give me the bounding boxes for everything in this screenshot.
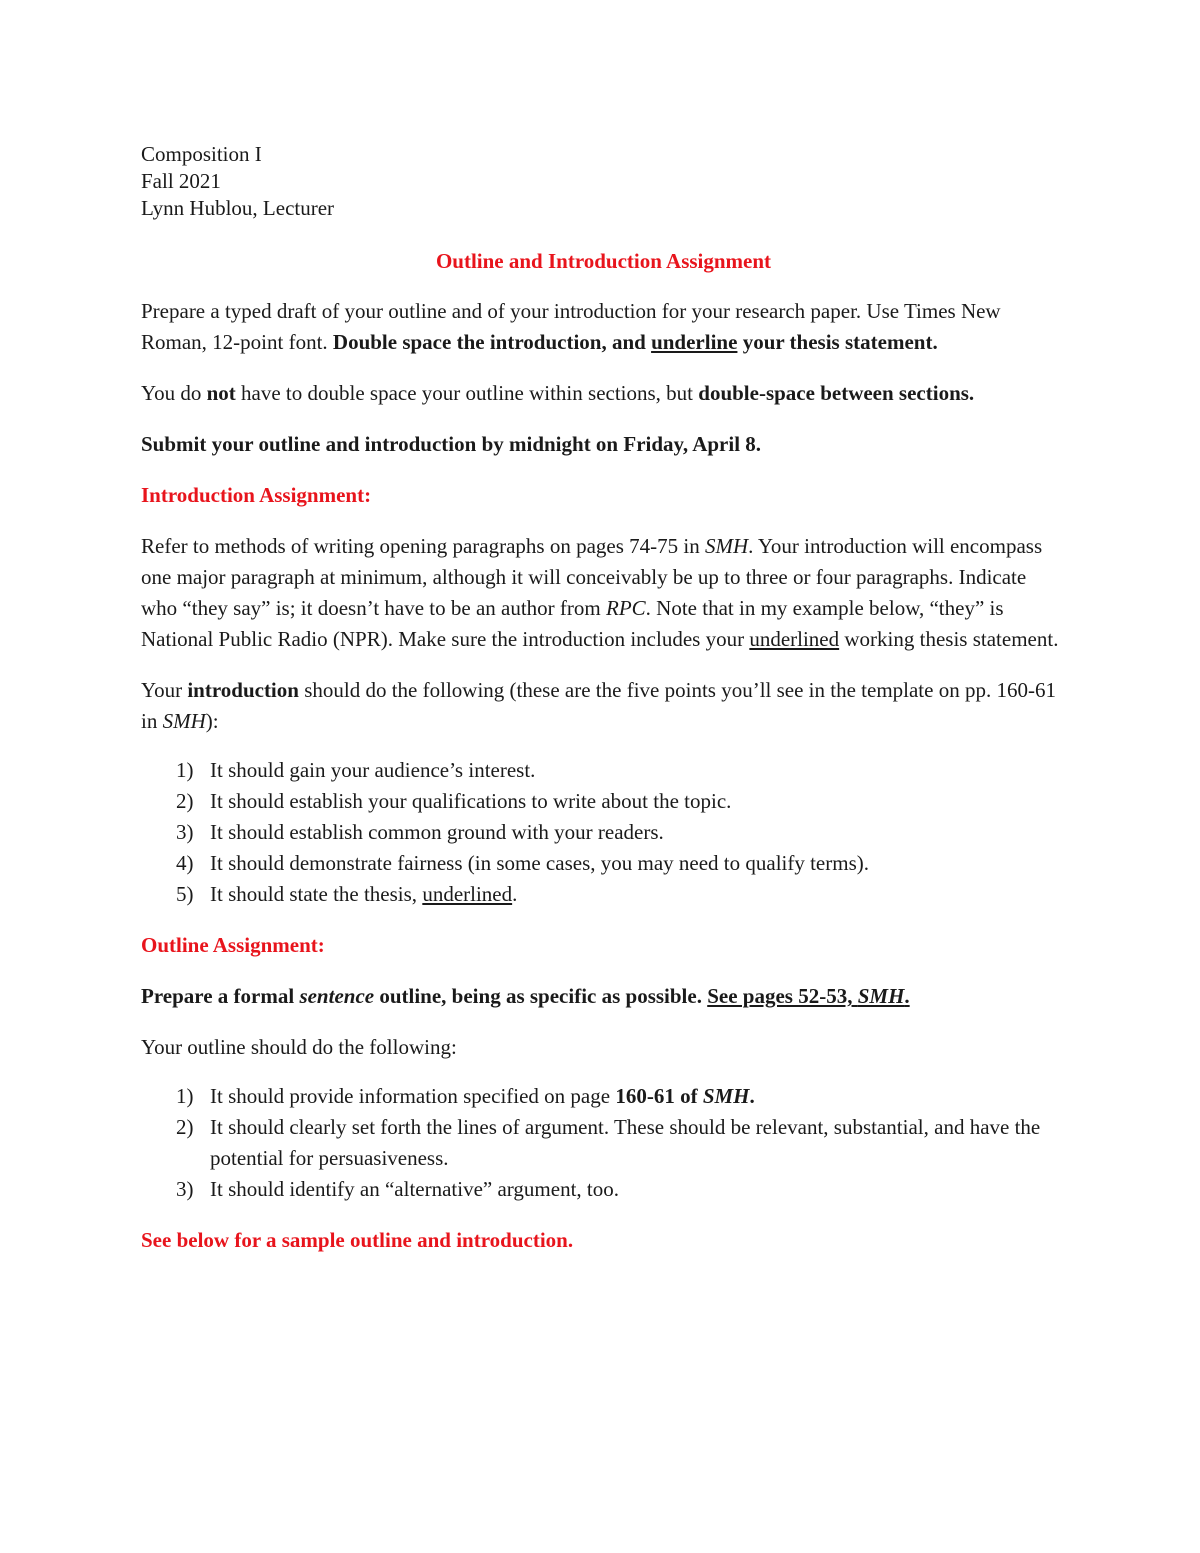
- list-item-underlined: underlined: [422, 882, 513, 906]
- should-italic-smh: SMH: [162, 709, 206, 733]
- list-item-text: It should establish your qualifications to write about the topic.: [210, 789, 732, 813]
- refer-text-1: Refer to methods of writing opening paragraphs on pages 74-75 in: [141, 534, 705, 558]
- list-item: [141, 755, 1066, 786]
- list-item: [141, 1081, 1066, 1112]
- outline-should-paragraph: Your outline should do the following:: [141, 1035, 457, 1059]
- list-item: [141, 879, 1066, 910]
- spacing-bold-end: double-space between sections.: [698, 381, 975, 405]
- list-item-text: It should state the thesis,: [210, 882, 423, 906]
- prepare-bold-2: outline, being as specific as possible.: [374, 984, 708, 1008]
- document-title: Outline and Introduction Assignment: [435, 249, 772, 273]
- should-text-1: Your: [141, 678, 188, 702]
- list-number: 1): [176, 1084, 194, 1108]
- list-number: 1): [176, 758, 194, 782]
- instructor: Lynn Hublou, Lecturer: [141, 196, 335, 220]
- list-item: [141, 1112, 1066, 1174]
- should-text-2: should do the following (these are the five points you’ll see in the template on pp. 160-61 in: [141, 678, 1056, 733]
- list-number: 2): [176, 1115, 194, 1139]
- list-item-text: It should gain your audience’s interest.: [210, 758, 536, 782]
- prepare-bold-underline-italic-smh: SMH: [857, 984, 905, 1008]
- prepare-bold-1: Prepare a formal: [141, 984, 300, 1008]
- instructions-text: Prepare a typed draft of your outline and of your introduction for your research paper. Use Times New Roman, 12-point font.: [141, 299, 1001, 354]
- list-number: 5): [176, 882, 194, 906]
- list-item-bold: 160-61 of: [615, 1084, 703, 1108]
- refer-underlined: underlined: [749, 627, 840, 651]
- introduction-should-paragraph: [141, 675, 1066, 737]
- refer-text-4: working thesis statement.: [839, 627, 1059, 651]
- list-item: [141, 1174, 1066, 1205]
- instructions-bold: Double space the introduction, and: [332, 330, 652, 354]
- introduction-refer-paragraph: [141, 531, 1066, 655]
- spacing-text-2: have to double space your outline within sections, but: [235, 381, 699, 405]
- refer-italic-smh: SMH: [704, 534, 749, 558]
- list-item-text: It should provide information specified on page: [210, 1084, 616, 1108]
- list-item: [141, 848, 1066, 879]
- instructions-underline: underline: [651, 330, 738, 354]
- list-item-bold-end: .: [749, 1084, 755, 1108]
- list-item-text: It should demonstrate fairness (in some cases, you may need to qualify terms).: [210, 851, 869, 875]
- spacing-text-1: You do: [141, 381, 207, 405]
- spacing-paragraph: [141, 378, 1066, 409]
- term: Fall 2021: [141, 169, 221, 193]
- instructions-bold-end: your thesis statement.: [737, 330, 938, 354]
- refer-text-2: . Your introduction will encompass one major paragraph at minimum, although it will conceivably be up to three or four paragraphs. Indicate who “they say” is; it doesn’t have to be an author from: [141, 534, 1043, 620]
- list-number: 2): [176, 789, 194, 813]
- list-number: 3): [176, 820, 194, 844]
- introduction-heading: Introduction Assignment:: [141, 483, 372, 507]
- instructions-paragraph: [141, 296, 1066, 358]
- prepare-bold-underline: See pages 52-53,: [707, 984, 858, 1008]
- list-number: 3): [176, 1177, 194, 1201]
- see-below-note: See below for a sample outline and introduction.: [141, 1228, 574, 1252]
- list-item-bold-italic: SMH: [702, 1084, 750, 1108]
- refer-italic-rpc: RPC: [606, 596, 646, 620]
- prepare-bold-underline-end: .: [904, 984, 910, 1008]
- list-item-text: It should establish common ground with your readers.: [210, 820, 664, 844]
- list-item-text: It should clearly set forth the lines of argument. These should be relevant, substantial, and have the potential for persuasiveness.: [210, 1115, 1041, 1170]
- list-number: 4): [176, 851, 194, 875]
- course-name: Composition I: [141, 142, 262, 166]
- prepare-bold-italic-sentence: sentence: [299, 984, 375, 1008]
- list-item-text-end: .: [512, 882, 518, 906]
- outline-list: [141, 1081, 1066, 1205]
- outline-heading: Outline Assignment:: [141, 933, 325, 957]
- list-item: [141, 817, 1066, 848]
- list-item: [141, 786, 1066, 817]
- should-bold-introduction: introduction: [187, 678, 299, 702]
- submit-deadline: Submit your outline and introduction by midnight on Friday, April 8.: [141, 432, 762, 456]
- outline-prepare-paragraph: [141, 981, 1066, 1012]
- refer-text-3: . Note that in my example below, “they” is National Public Radio (NPR). Make sure the introduction includes your: [141, 596, 1004, 651]
- document-page: [141, 141, 1066, 1256]
- list-item-text: It should identify an “alternative” argument, too.: [210, 1177, 619, 1201]
- introduction-list: [141, 755, 1066, 910]
- spacing-bold-not: not: [206, 381, 236, 405]
- should-text-3: ):: [205, 709, 219, 733]
